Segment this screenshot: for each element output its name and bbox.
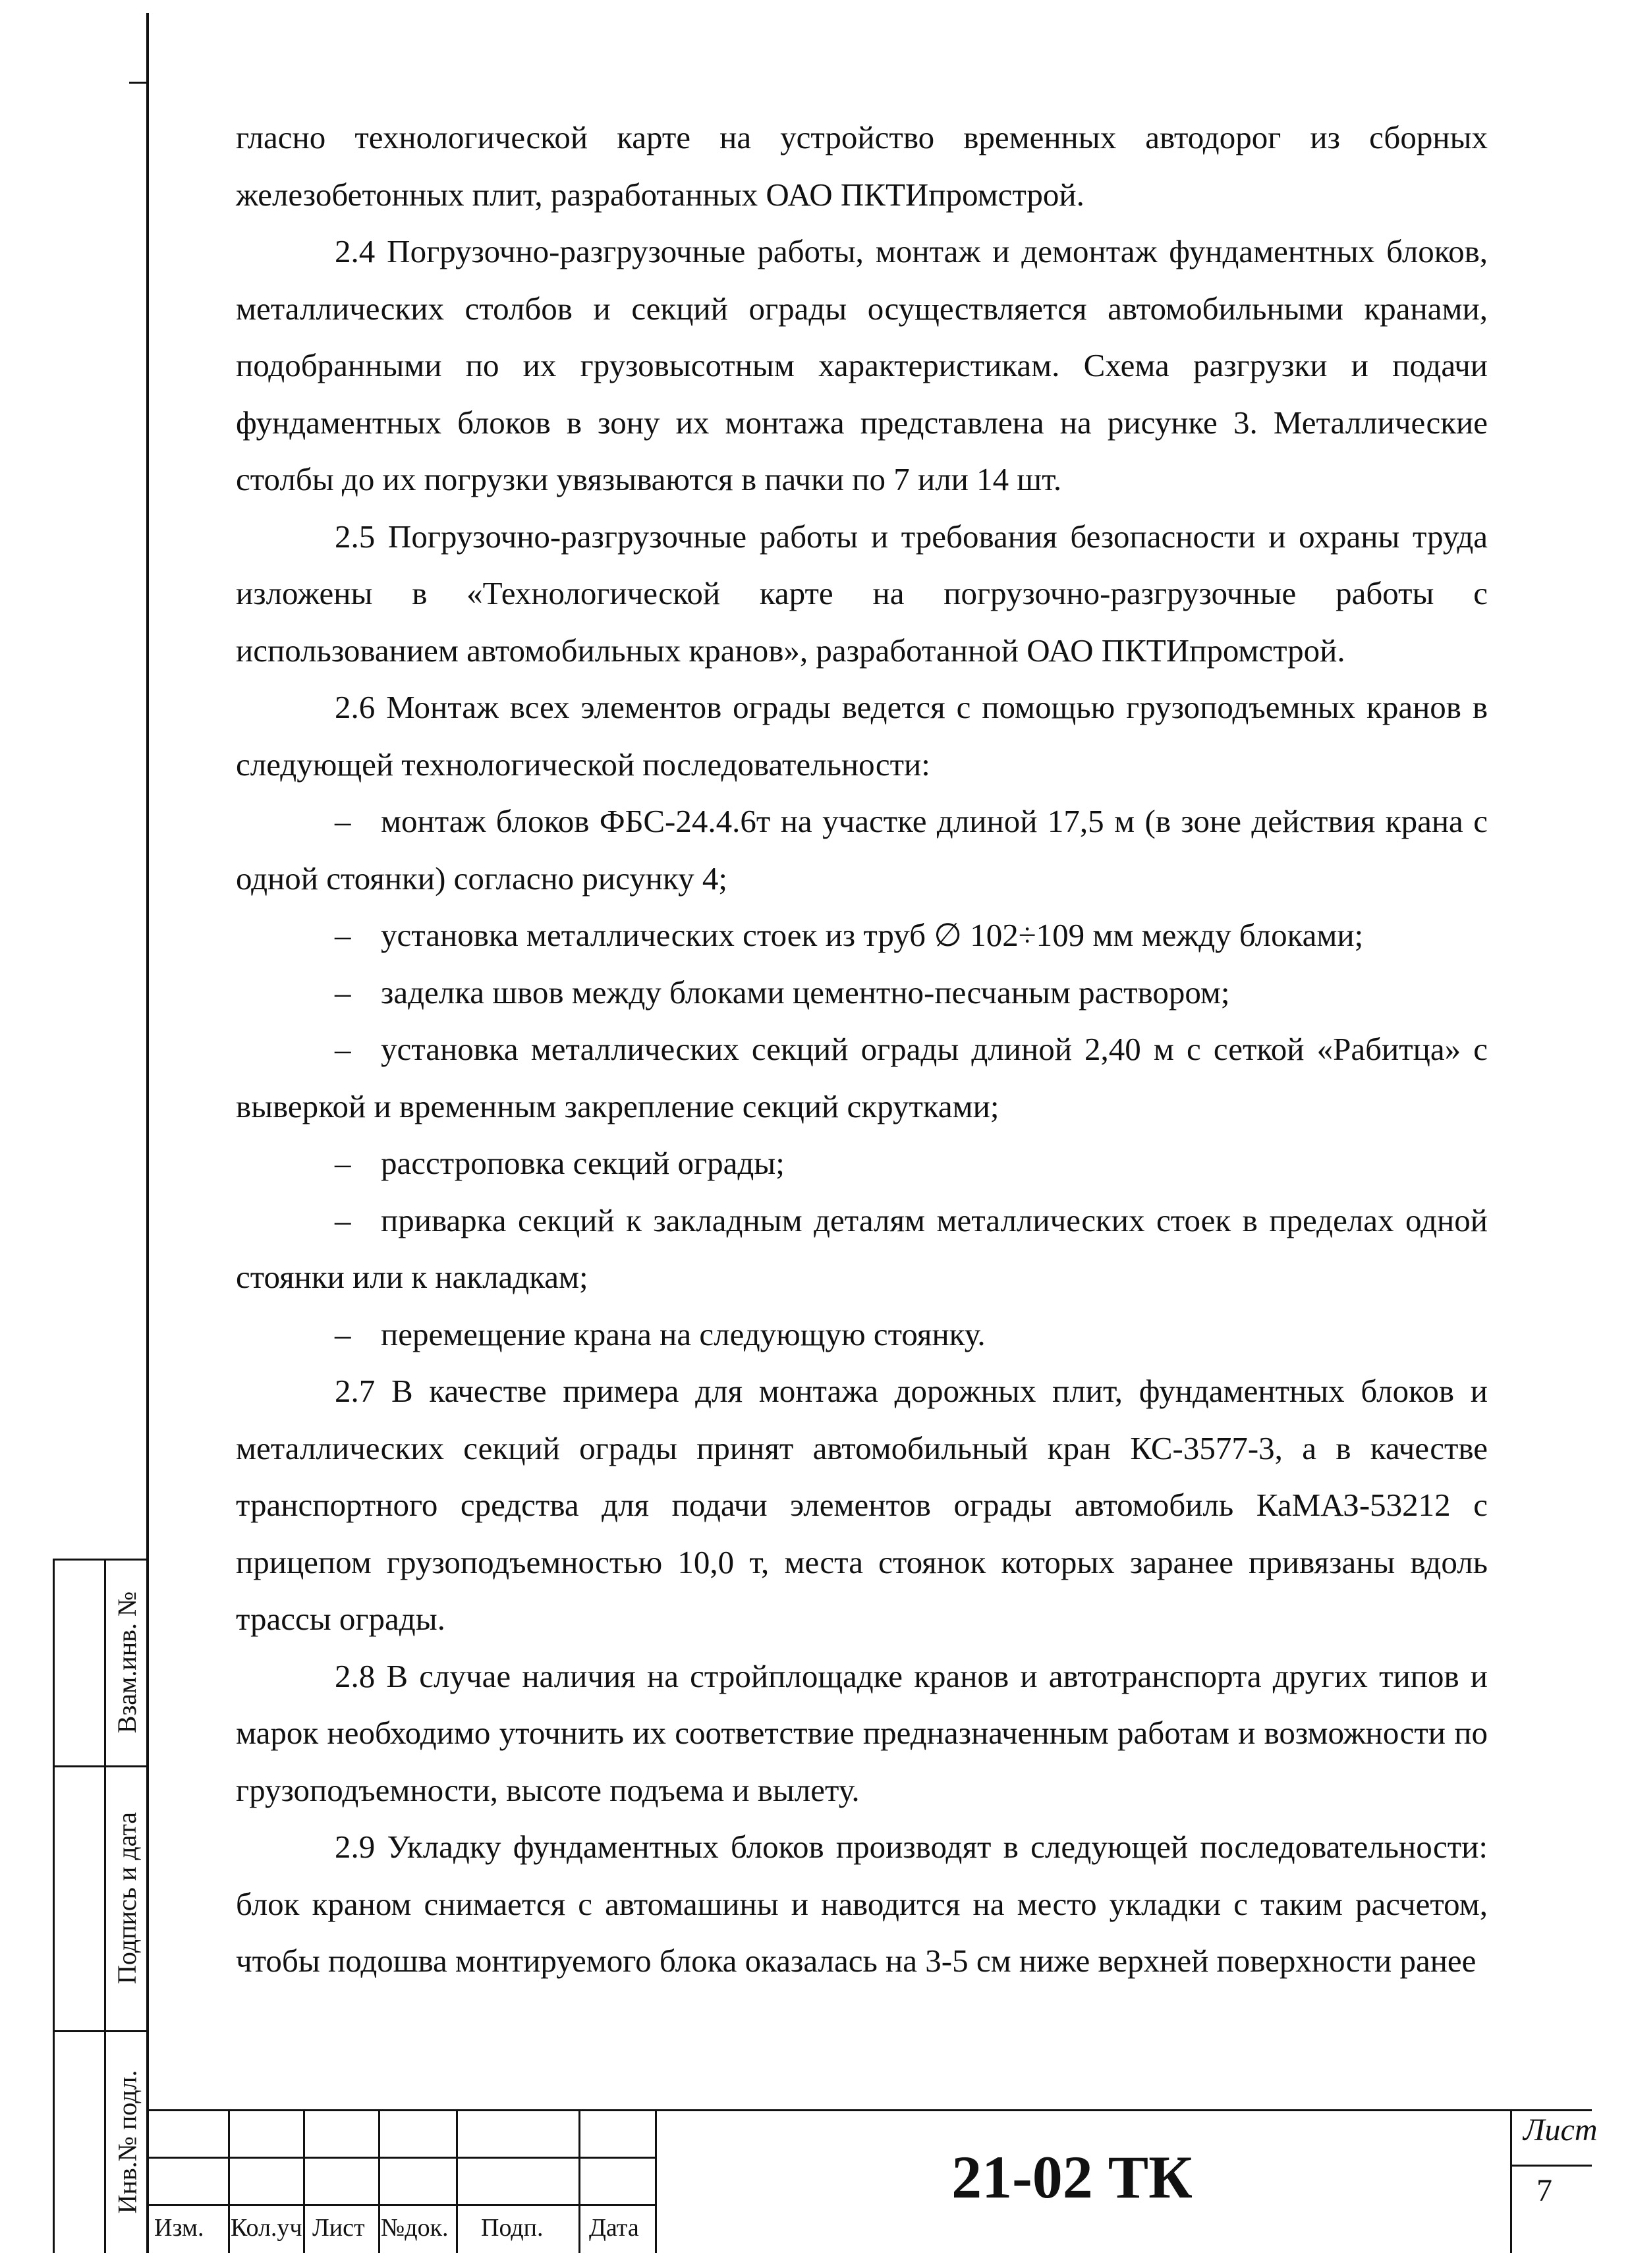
paragraph: 2.4 Погрузочно-разгрузочные работы, монтаж и демонтаж фундаментных блоков, металлических столбов и секций ограды осуществляется автомобильными кранами, подобранными по их грузовысотным характеристикам. Схема разгрузки и подачи фундаментных блоков в зону их монтажа представлена на рисунке 3. Металлические столбы до их погрузки увязываются в пачки по 7 или 14 шт. xyxy=(236,233,1488,497)
list-item-text: приварка секций к закладным деталям металлических стоек в пределах одной стоянки или к накладкам; xyxy=(236,1202,1488,1295)
column-ndok: №док. xyxy=(381,2214,449,2242)
list-item-text: перемещение крана на следующую стоянку. xyxy=(381,1315,986,1352)
paragraph: 2.8 В случае наличия на стройплощадке кранов и автотранспорта других типов и марок необходимо уточнить их соответствие предназначенным работам и возможности по грузоподъемности, высоте подъема и вылету. xyxy=(236,1657,1488,1808)
side-label-inv: Инв.№ подл. xyxy=(112,2070,142,2213)
dash-marker: – xyxy=(335,803,351,839)
side-label-vzam: Взам.инв. № xyxy=(112,1591,142,1733)
frame-top-tick xyxy=(129,82,149,84)
side-stamp xyxy=(53,1559,149,2253)
list-item-text: расстроповка секций ограды; xyxy=(381,1145,785,1181)
document-body xyxy=(236,109,1488,1990)
paragraph: 2.9 Укладку фундаментных блоков производят в следующей последовательности: блок краном снимается с автомашины и наводится на место укладки с таким расчетом, чтобы подошва монтируемого блока оказалась на 3-5 см ниже верхней поверхности ранее xyxy=(236,1829,1488,1979)
dash-marker: – xyxy=(335,1031,351,1067)
paragraph: 2.7 В качестве примера для монтажа дорожных плит, фундаментных блоков и металлических секций ограды принят автомобильный кран КС-3577-3, а в качестве транспортного средства для подачи элементов ограды автомобиль КаМАЗ-53212 с прицепом грузоподъемностью 10,0 т, места стоянок которых заранее привязаны вдоль трассы ограды. xyxy=(236,1373,1488,1637)
list-item-text: установка металлических секций ограды длиной 2,40 м с сеткой «Рабитца» с выверкой и временным закрепление секций скрутками; xyxy=(236,1031,1488,1124)
list-item xyxy=(236,1306,1488,1364)
list-item xyxy=(236,1192,1488,1306)
side-label-podpis: Подпись и дата xyxy=(112,1812,142,1984)
column-izm: Изм. xyxy=(154,2214,204,2242)
sheet-number: 7 xyxy=(1536,2173,1552,2208)
list-item xyxy=(236,793,1488,907)
dash-marker: – xyxy=(335,1315,351,1352)
title-block xyxy=(146,2109,1598,2253)
list-item xyxy=(236,1021,1488,1135)
list-item-text: монтаж блоков ФБС-24.4.6т на участке длиной 17,5 м (в зоне действия крана с одной стоянки) согласно рисунку 4; xyxy=(236,803,1488,897)
column-data: Дата xyxy=(589,2214,639,2242)
sheet-label: Лист xyxy=(1523,2113,1598,2147)
dash-marker: – xyxy=(335,1145,351,1181)
list-item xyxy=(236,907,1488,964)
column-kol-uch: Кол.уч xyxy=(231,2214,302,2242)
paragraph: гласно технологической карте на устройство временных автодорог из сборных железобетонных плит, разработанных ОАО ПКТИпромстрой. xyxy=(236,119,1488,213)
column-list: Лист xyxy=(312,2214,365,2242)
column-podp: Подп. xyxy=(481,2214,544,2242)
paragraph: 2.5 Погрузочно-разгрузочные работы и требования безопасности и охраны труда изложены в «Технологической карте на погрузочно-разгрузочные работы с использованием автомобильных кранов», разработанной ОАО ПКТИпромстрой. xyxy=(236,518,1488,669)
dash-marker: – xyxy=(335,1202,351,1238)
dash-marker: – xyxy=(335,917,351,953)
paragraph: 2.6 Монтаж всех элементов ограды ведется с помощью грузоподъемных кранов в следующей технологической последовательности: xyxy=(236,689,1488,783)
list-item xyxy=(236,1135,1488,1192)
document-code: 21-02 ТК xyxy=(951,2144,1193,2211)
dash-marker: – xyxy=(335,974,351,1010)
list-item-text: установка металлических стоек из труб ∅ 102÷109 мм между блоками; xyxy=(381,917,1364,953)
list-item xyxy=(236,964,1488,1022)
list-item-text: заделка швов между блоками цементно-песчаным раствором; xyxy=(381,974,1230,1010)
